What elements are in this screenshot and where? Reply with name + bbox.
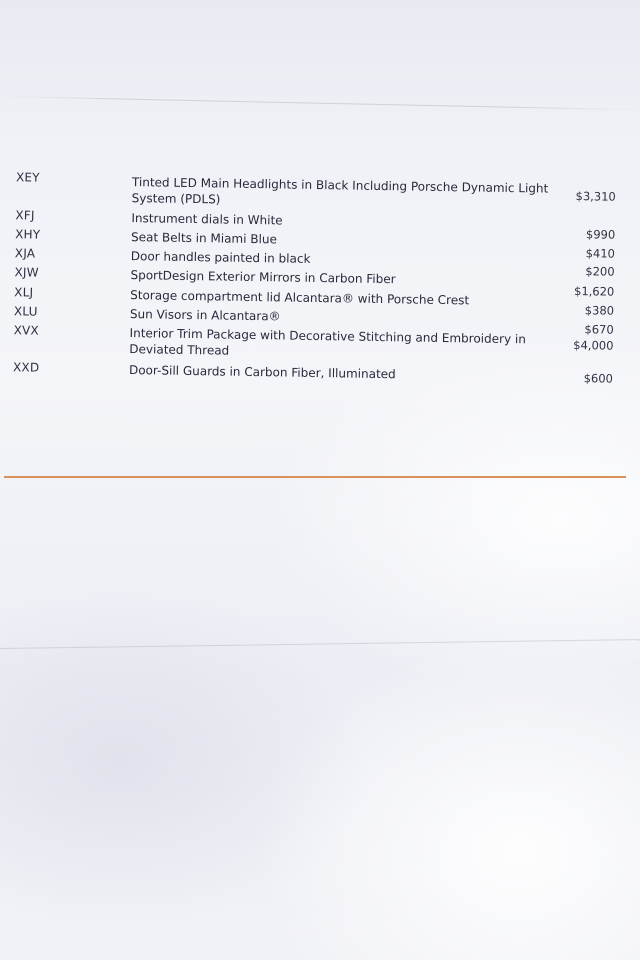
option-code: XFJ: [15, 208, 35, 223]
option-description: Tinted LED Main Headlights in Black Including Porsche Dynamic Light System (PDLS): [131, 175, 549, 207]
option-price: $3,310: [575, 189, 616, 204]
option-code: XLU: [13, 304, 38, 319]
option-code: XHY: [15, 227, 41, 242]
option-description: Sun Visors in Alcantara®: [129, 307, 281, 324]
option-code: XVX: [13, 323, 40, 338]
option-code: XXD: [12, 360, 40, 375]
option-description: Storage compartment lid Alcantara® with Porsche Crest: [130, 288, 470, 308]
option-description: Door-Sill Guards in Carbon Fiber, Illuminated: [128, 363, 396, 382]
option-price: $4,000: [573, 338, 614, 353]
option-code: XJA: [14, 246, 36, 261]
option-code: XLJ: [14, 285, 34, 300]
option-price: $990: [585, 227, 616, 242]
option-description: Interior Trim Package with Decorative Stitching and Embroidery in Deviated Thread: [129, 326, 526, 358]
options-list: [0, 0, 640, 410]
option-code: XEY: [15, 170, 40, 185]
option-code: XJW: [14, 265, 39, 280]
option-price: $380: [584, 303, 615, 318]
option-description: Instrument dials in White: [131, 211, 283, 228]
option-price: $670: [584, 322, 614, 337]
option-price: $1,620: [573, 284, 615, 299]
option-description: Door handles painted in black: [130, 249, 311, 266]
bottom-divider: [0, 639, 640, 649]
option-price: $600: [583, 371, 614, 386]
option-description: SportDesign Exterior Mirrors in Carbon Fiber: [130, 268, 396, 287]
option-price: $410: [585, 246, 616, 261]
option-row: [0, 170, 640, 207]
option-description: Seat Belts in Miami Blue: [131, 230, 277, 247]
option-price: $200: [585, 264, 615, 279]
accent-divider: [4, 476, 626, 478]
